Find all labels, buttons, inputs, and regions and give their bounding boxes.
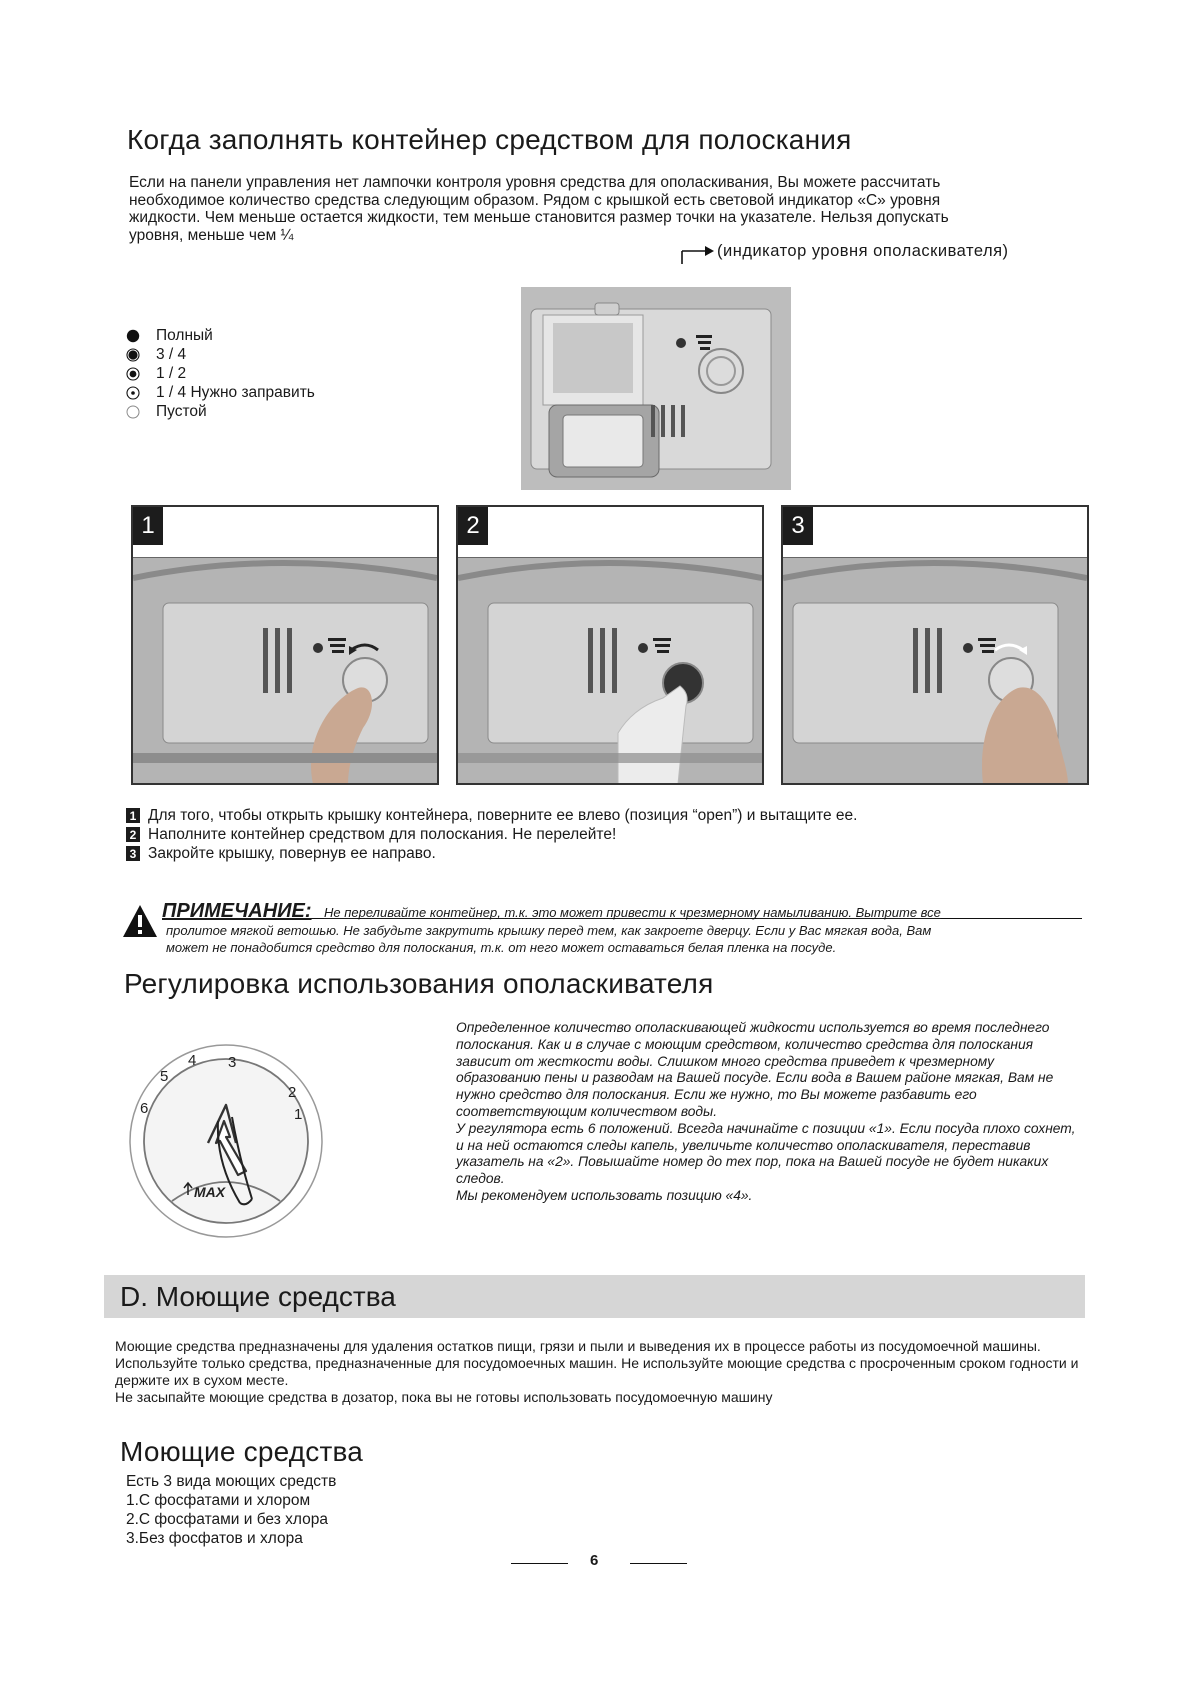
detergents-description	[115, 1338, 1080, 1406]
step-instruction	[126, 806, 1106, 825]
step-instruction	[126, 844, 1106, 863]
rinse-dial	[128, 1043, 324, 1239]
step-instruction-text: Наполните контейнер средством для полоскания. Не перелейте!	[148, 825, 617, 843]
list-item: 2.С фосфатами и без хлора	[126, 1511, 328, 1528]
full-dot-icon	[126, 329, 140, 343]
dial-number-4: 4	[188, 1052, 197, 1069]
indicator-callout	[674, 242, 1044, 264]
detergent-types-intro: Есть 3 вида моющих средств	[126, 1473, 337, 1490]
note-block	[122, 900, 1082, 960]
dial-max-label: MAX	[194, 1184, 226, 1200]
level-legend	[126, 326, 386, 421]
dial-number-6: 6	[140, 1100, 149, 1117]
legend-label: 1 / 4 Нужно заправить	[156, 383, 315, 401]
dial-number-5: 5	[160, 1068, 169, 1085]
detergent-types-list	[126, 1472, 526, 1548]
note-line-2: пролитое мягкой ветошью. Не забудьте закрутить крышку перед тем, как закроете дверцу. Если у Вас мягкая вода, Вам	[166, 923, 932, 938]
note-first-line	[162, 900, 1082, 922]
step-2-number: 2	[458, 507, 488, 545]
detergents-paragraph-3: Не засыпайте моющие средства в дозатор, пока вы не готовы использовать посудомоечную машину	[115, 1389, 773, 1405]
dispenser-photo	[521, 287, 791, 490]
legend-item	[126, 326, 386, 345]
step-instruction-text: Для того, чтобы открыть крышку контейнера, поверните ее влево (позиция “open”) и вытащите ее.	[148, 806, 858, 824]
rinse-adjust-text	[456, 1020, 1076, 1205]
step-3-panel	[781, 505, 1089, 785]
page-number-rule-left	[511, 1563, 568, 1564]
note-line-3: может не понадобится средство для полоскания, т.к. от него может оставаться белая пленка на посуде.	[166, 940, 837, 955]
three-quarter-dot-icon	[126, 348, 140, 362]
step-2-panel	[456, 505, 764, 785]
section-title-when-to-fill: Когда заполнять контейнер средством для полоскания	[127, 124, 852, 155]
detergents-paragraph-2: Используйте только средства, предназначенные для посудомоечных машин. Не используйте моющие средства с просроченным сроком годности и держите их в сухом месте.	[115, 1355, 1079, 1388]
dispenser-illustration	[521, 287, 791, 490]
fill-instructions-paragraph: Если на панели управления нет лампочки контроля уровня средства для ополаскивания, Вы можете рассчитать необходимое количество средства следующим образом. Рядом с крышкой есть световой индикатор «С» уровня жидкости. Чем меньше остается жидкости, тем меньше становится размер точки на указателе. Нельзя допускать уровня, меньше чем ¼	[129, 174, 949, 244]
rinse-adjust-paragraph-2: У регулятора есть 6 положений. Всегда начинайте с позиции «1». Если посуда плохо сохнет, и на ней остаются следы капель, увеличьте количество ополаскивателя, переставив указатель на «2». Повышайте номер до тех пор, пока на Вашей посуде не будет никаких следов.	[456, 1120, 1076, 1187]
step-number-badge: 1	[126, 808, 140, 823]
legend-item	[126, 402, 386, 421]
step-3-illustration	[783, 558, 1087, 784]
detergents-paragraph-1: Моющие средства предназначены для удаления остатков пищи, грязи и пыли и выведения их в процессе работы из посудомоечной машины.	[115, 1338, 1041, 1354]
step-1-number: 1	[133, 507, 163, 545]
dial-number-3: 3	[228, 1054, 237, 1071]
legend-item	[126, 364, 386, 383]
step-number-badge: 3	[126, 846, 140, 861]
dial-number-2: 2	[288, 1084, 297, 1101]
legend-label: Пустой	[156, 402, 207, 420]
section-band	[104, 1275, 1085, 1318]
section-title-rinse-adjust: Регулировка использования ополаскивателя	[124, 968, 714, 999]
note-line-1: Не переливайте контейнер, т.к. это может привести к чрезмерному намыливанию. Вытрите все	[324, 905, 941, 920]
step-3-number: 3	[783, 507, 813, 545]
section-title-detergents: Моющие средства	[120, 1436, 364, 1467]
legend-label: 3 / 4	[156, 345, 187, 363]
callout-arrow-icon	[674, 242, 714, 264]
note-heading: ПРИМЕЧАНИЕ:	[162, 900, 312, 922]
step-number-badge: 2	[126, 827, 140, 842]
step-instruction-text: Закройте крышку, повернув ее направо.	[148, 844, 436, 862]
rinse-adjust-paragraph-3: Мы рекомендуем использовать позицию «4».	[456, 1187, 753, 1203]
indicator-label: (индикатор уровня ополаскивателя)	[717, 242, 1009, 260]
list-item: 3.Без фосфатов и хлора	[126, 1530, 303, 1547]
dial-number-1: 1	[294, 1106, 303, 1123]
legend-item	[126, 383, 386, 402]
step-instruction	[126, 825, 1106, 844]
step-instructions	[126, 806, 1106, 863]
quarter-dot-icon	[126, 386, 140, 400]
rinse-adjust-paragraph-1: Определенное количество ополаскивающей жидкости используется во время последнего полоскания. Как и в случае с моющим средством, количество средства для полоскания зависит от жесткости воды. Слишком много средства приведет к чрезмерному образованию пены и разводам на Вашей посуде. Если вода в Вашем районе мягкая, Вам не нужно средство для полоскания. Если же нужно, то Вы можете разбавить его соответствующим количеством воды.	[456, 1020, 1054, 1119]
list-item: 1.С фосфатами и хлором	[126, 1492, 311, 1509]
step-2-illustration	[458, 558, 762, 784]
legend-label: Полный	[156, 326, 213, 344]
step-1-illustration	[133, 558, 437, 784]
page-number: 6	[590, 1552, 599, 1569]
warning-icon	[122, 904, 158, 938]
page-number-rule-right	[630, 1563, 687, 1564]
legend-label: 1 / 2	[156, 364, 187, 382]
half-dot-icon	[126, 367, 140, 381]
empty-dot-icon	[126, 405, 140, 419]
rinse-dial-illustration	[128, 1043, 324, 1239]
legend-item	[126, 345, 386, 364]
step-1-panel	[131, 505, 439, 785]
section-band-title: D. Моющие средства	[120, 1281, 396, 1312]
